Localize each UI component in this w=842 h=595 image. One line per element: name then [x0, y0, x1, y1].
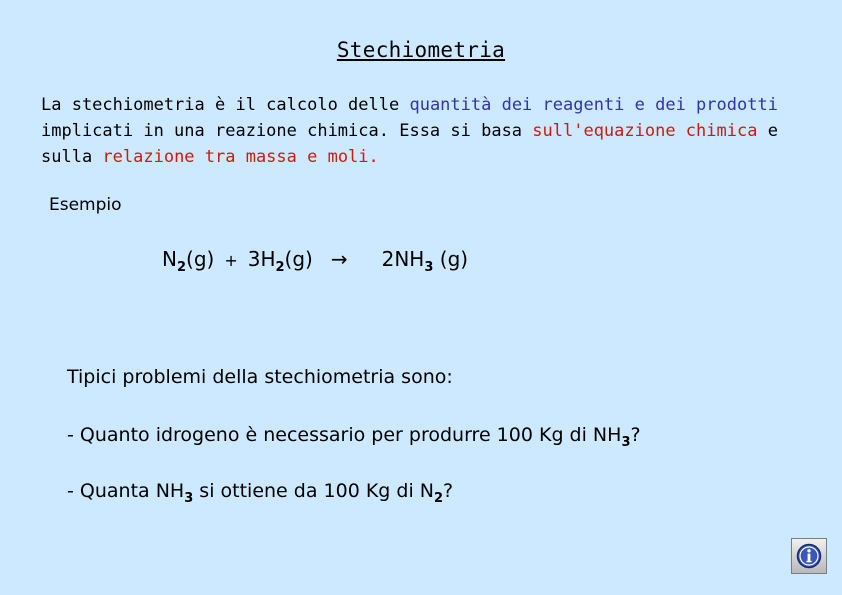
formula-text: N [162, 247, 177, 271]
subscript: 2 [434, 491, 444, 506]
problem-text: ? [443, 480, 454, 502]
problem-text: ? [630, 424, 641, 446]
problems-heading: Tipici problemi della stechiometria sono: [67, 366, 453, 388]
info-icon [796, 543, 822, 569]
reactant-h2 [247, 247, 313, 275]
state-label: (g) [186, 247, 215, 271]
intro-line-1 [41, 92, 811, 118]
problem-text: - Quanta NH [67, 480, 185, 502]
chemical-equation [162, 247, 469, 275]
problem-item [67, 424, 641, 450]
subscript: 3 [184, 491, 194, 506]
intro-line-3 [41, 144, 811, 170]
formula-text: 3H [247, 247, 276, 271]
slide-title: Stechiometria [336, 38, 506, 62]
subscript: 2 [176, 260, 187, 275]
intro-text: sulla [41, 147, 103, 167]
state-label: (g) [433, 247, 469, 271]
problem-text: - Quanto idrogeno è necessario per produrre 100 Kg di NH [67, 424, 622, 446]
highlight-reagents-products: quantità dei reagenti e dei prodotti [409, 95, 778, 115]
example-label: Esempio [49, 195, 122, 215]
intro-text: e [757, 121, 778, 141]
subscript: 3 [621, 435, 631, 450]
problem-text: si ottiene da 100 Kg di N [193, 480, 434, 502]
subscript: 3 [424, 260, 434, 275]
subscript: 2 [275, 260, 285, 275]
reaction-arrow-icon: → [330, 247, 348, 271]
reactant-n2 [162, 247, 215, 275]
product-nh3 [381, 247, 469, 275]
plus-sign: + [224, 251, 238, 270]
highlight-chemical-equation: sull'equazione chimica [532, 121, 758, 141]
intro-line-2 [41, 118, 811, 144]
problem-item [67, 480, 454, 506]
highlight-mass-moles: relazione tra massa e moli. [102, 147, 379, 167]
info-button[interactable] [791, 538, 827, 574]
formula-text: 2NH [381, 247, 425, 271]
intro-text: implicati in una reazione chimica. Essa si basa [41, 121, 533, 141]
intro-text: La stechiometria è il calcolo delle [41, 95, 410, 115]
state-label: (g) [284, 247, 313, 271]
intro-paragraph [41, 92, 811, 170]
